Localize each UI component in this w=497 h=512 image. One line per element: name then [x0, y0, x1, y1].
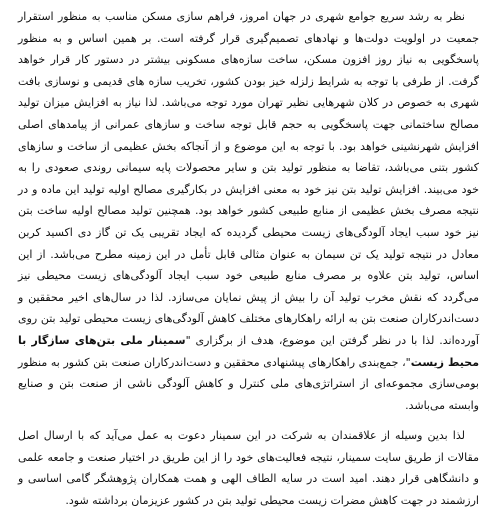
intro-paragraph — [18, 6, 479, 416]
intro-text-after-title: "، جمع‌بندی راهکارهای پیشنهادی محققین و دست‌اندرکاران صنعت بتن کشور به منظور بومی‌سازی مجموعه‌ای از استراتژی‌های ملی کنترل و کاهش آلودگی ناشی از صنعت بتن و صنایع وابسته می‌باشد. — [18, 355, 479, 412]
intro-text-before-title: نظر به رشد سریع جوامع شهری در جهان امروز، فراهم سازی مسکن مناسب به منظور استقرار جمعیت در اولویت دولت‌ها و نهادهای تصمیم‌گیری قرار گرفته است. بر همین اساس و به منظور پاسخگویی به نیاز روز افزون مسکن، ساخت سازه‌های مسکونی بیشتر در دستور کار قرار خواهد گرفت. از طرفی با توجه به شرایط زلزله خیز بودن کشور، تخریب سازه های قدیمی و نوسازی بافت شهری به خصوص در کلان شهرهایی نظیر تهران مورد توجه می‌باشد. لذا نیاز به افزایش میزان تولید مصالح ساختمانی جهت پاسخگویی به حجم قابل توجه ساخت و سازهای عمرانی از پیامدهای اصلی افزایش شهرنشینی خواهد بود. با توجه به این موضوع و از آنجاکه بخش عظیمی از ساخت و سازهای کشور بتنی می‌باشد، تقاضا به منظور تولید بتن و سایر محصولات پایه سیمانی روندی صعودی را به خود می‌بیند. افزایش تولید بتن نیز خود به معنی افزایش در بکارگیری مصالح اولیه تولید این ماده و در نتیجه مصرف بخش عظیمی از منابع طبیعی کشور خواهد بود. همچنین تولید مصالح اولیه ساخت بتن نیز خود سبب ایجاد آلودگی‌های زیست محیطی گردیده که ایجاد تقریبی یک تن گاز دی اکسید کربن معادل در نتیجه تولید یک تن سیمان به عنوان مثالی قابل تأمل در این زمینه مطرح می‌باشد. از این اساس، تولید بتن علاوه بر مصرف منابع طبیعی خود سبب ایجاد آلودگی‌های زیست محیطی نیز می‌گردد که نقش مخرب تولید آن را بیش از پیش نمایان می‌سازد. لذا در سال‌های اخیر محققین و دست‌اندرکاران صنعت بتن به ارائه راهکارهای مختلف کاهش آلودگی‌های زیست محیطی تولید بتن روی آورده‌اند. لذا با در نظر گرفتن این موضوع، هدف از برگزاری " — [18, 10, 479, 347]
invitation-paragraph: لذا بدین وسیله از علاقمندان به شرکت در این سمینار دعوت به عمل می‌آید که با ارسال اصل مقالات از طریق سایت سمینار، نتیجه فعالیت‌های خود را از این طریق در اختیار صنعت و جامعه علمی و دانشگاهی قرار دهند. امید است در سایه الطاف الهی و همت همکاران پژوهشگر گامی اساسی و ارزشمند در جهت کاهش مضرات زیست محیطی تولید بتن در کشور عزیزمان برداشته شود. — [18, 429, 479, 508]
seminar-title: سمینار ملی بتن‌های سازگار با محیط زیست — [18, 333, 480, 369]
